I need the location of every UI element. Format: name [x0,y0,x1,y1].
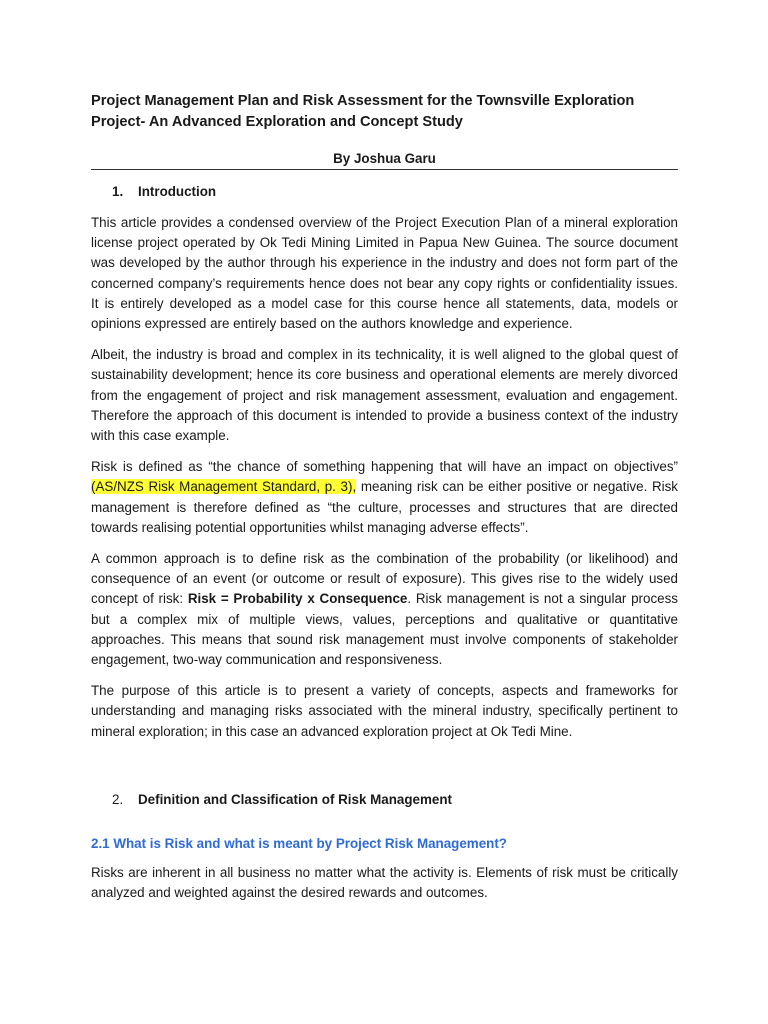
paragraph-industry-context: Albeit, the industry is broad and complex in its technicality, it is well aligned to the global quest of sustainability development; hence its core business and operational elements are merely divorced from the engagement of project and risk management assessment, evaluation and engagement. Therefore the approach of this document is intended to provide a business context of the industry with this case example. [91,347,678,444]
paragraph-risk-formula [91,549,678,670]
subsection-heading: 2.1 What is Risk and what is meant by Project Risk Management? [91,835,507,851]
risk-formula: Risk = Probability x Consequence [187,591,408,607]
section-heading-definition [91,792,678,807]
risk-formula-explanation: . Risk management is not a singular process but a complex mix of multiple views, values, perceptions and qualitative or quantitative approaches. This means that sound risk management must involve components of stakeholder engagement, two-way communication and responsiveness. [91,591,678,668]
risk-formula-intro: A common approach is to define risk as the combination of the probability (or likelihood) and consequence of an event (or outcome or result of exposure). This gives rise to the widely used concept of risk: [91,551,678,607]
section-number: 1. [112,184,124,199]
author-line: By Joshua Garu [91,151,678,170]
section-title: Definition and Classification of Risk Management [138,791,452,807]
paragraph-inherent-risks: Risks are inherent in all business no matter what the activity is. Elements of risk must be critically analyzed and weighted against the desired rewards and outcomes. [91,864,678,901]
paragraph-risk-definition [91,457,678,538]
document-title: Project Management Plan and Risk Assessment for the Townsville Exploration Project- An Advanced Exploration and Concept Study [91,93,635,130]
paragraph-overview: This article provides a condensed overview of the Project Execution Plan of a mineral exploration license project operated by Ok Tedi Mining Limited in Papua New Guinea. The source document was developed by the author through his experience in the industry and does not form part of the concerned company’s requirements hence does not bear any copy rights or confidentiality issues. It is entirely developed as a model case for this course hence all statements, data, models or opinions expressed are entirely based on the authors knowledge and experience. [91,215,678,332]
document-body [91,91,678,903]
section-number: 2. [112,791,124,807]
risk-definition-text-cont: meaning risk can be either positive or negative. Risk management is therefore defined as “the culture, processes and structures that are directed towards realising potential opportunities whilst managing adverse effects”. [91,479,678,535]
section-title: Introduction [138,184,217,199]
risk-definition-text: Risk is defined as “the chance of something happening that will have an impact on objectives” [91,459,678,475]
highlighted-citation: (AS/NZS Risk Management Standard, p. 3), [91,479,357,495]
paragraph-purpose: The purpose of this article is to present a variety of concepts, aspects and frameworks for understanding and managing risks associated with the mineral industry, specifically pertinent to mineral exploration; in this case an advanced exploration project at Ok Tedi Mine. [91,683,678,739]
section-heading-introduction [91,184,678,199]
